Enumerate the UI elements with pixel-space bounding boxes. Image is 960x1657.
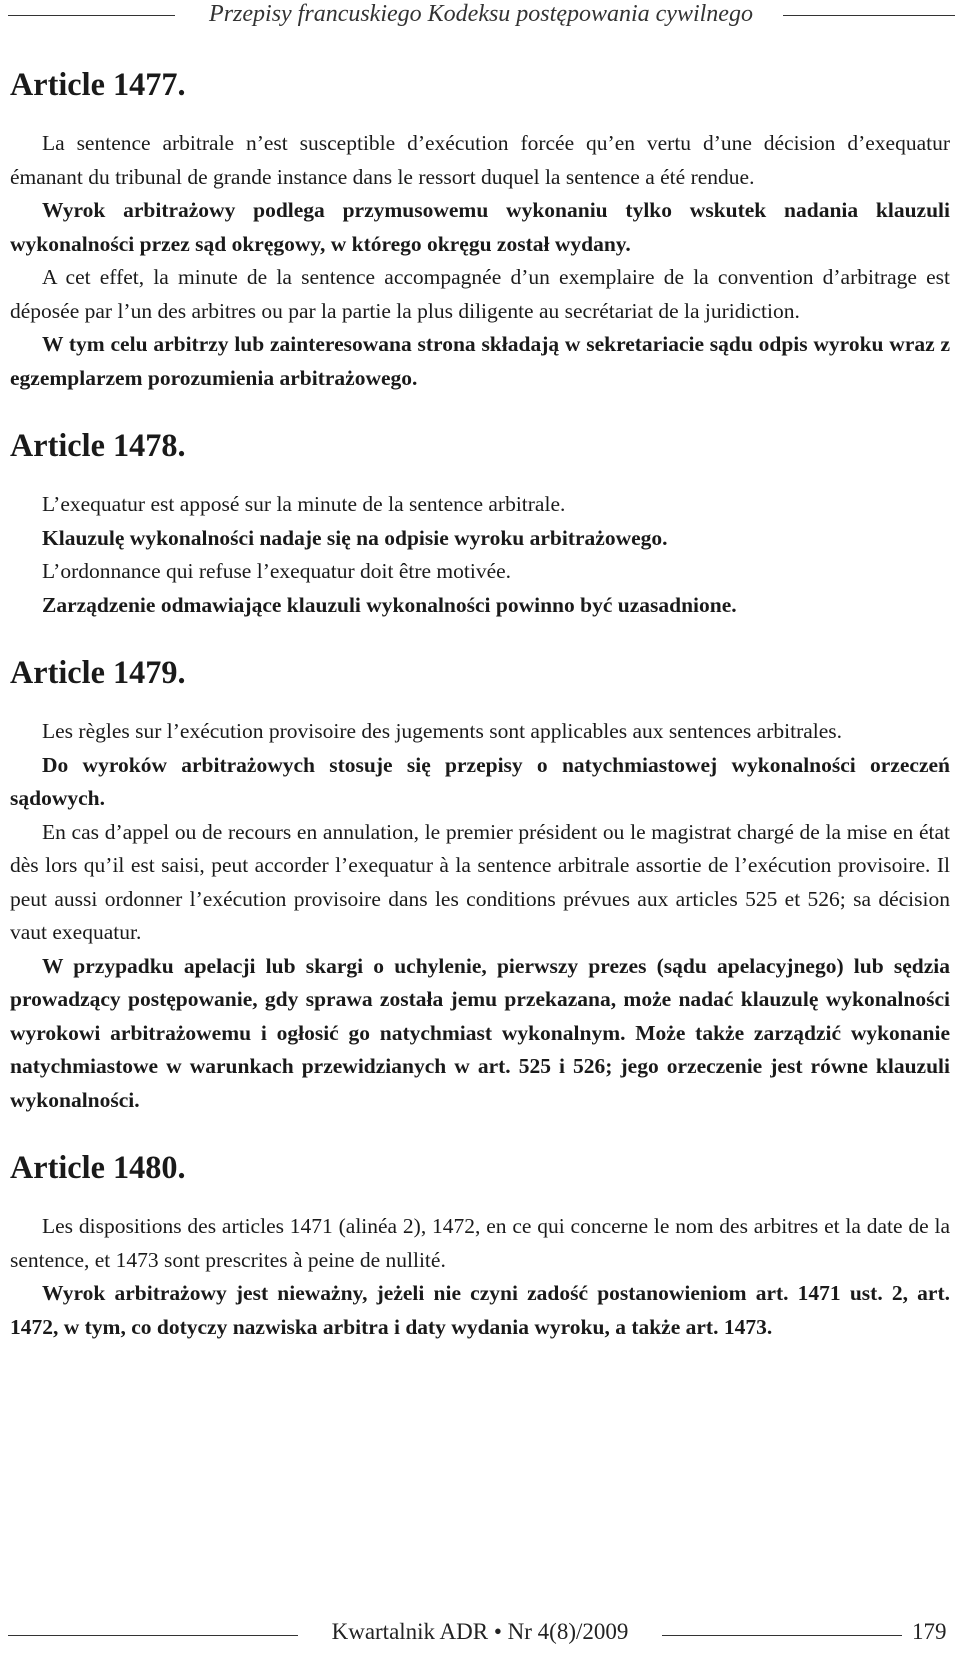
french-original-paragraph: En cas d’appel ou de recours en annulation, le premier président ou le magistrat chargé de la mise en état dès lors qu’il est saisi, peut accorder l’exequatur à la sentence arbitrale assortie de l’exécution provisoire. Il peut aussi ordonner l’exécution provisoire dans les conditions prévues aux articles 525 et 526; sa décision vaut exequatur. bbox=[10, 819, 950, 944]
article-section bbox=[10, 656, 950, 1117]
polish-translation-paragraph: W tym celu arbitrzy lub zainteresowana strona składają w sekretariacie sądu odpis wyroku wraz z egzemplarzem porozumienia arbitrażowego. bbox=[10, 332, 950, 390]
polish-translation-paragraph: Wyrok arbitrażowy podlega przymusowemu wykonaniu tylko wskutek nadania klauzuli wykonalności przez sąd okręgowy, w którego okręgu został wydany. bbox=[10, 198, 950, 256]
page-number: 179 bbox=[912, 1619, 947, 1644]
journal-issue: Kwartalnik ADR • Nr 4(8)/2009 bbox=[331, 1619, 629, 1644]
footer-rule-left bbox=[8, 1635, 298, 1636]
polish-translation-paragraph: Do wyroków arbitrażowych stosuje się przepisy o natychmiastowej wykonalności orzeczeń sądowych. bbox=[10, 752, 950, 810]
article-section bbox=[10, 429, 950, 622]
footer-rule-right bbox=[662, 1635, 902, 1636]
french-original-paragraph: Les dispositions des articles 1471 (alinéa 2), 1472, en ce qui concerne le nom des arbitres et la date de la sentence, et 1473 sont prescrites à peine de nullité. bbox=[10, 1214, 950, 1272]
section-spacer bbox=[10, 622, 950, 656]
article-heading: Article 1478. bbox=[10, 427, 186, 463]
running-title: Przepisy francuskiego Kodeksu postępowania cywilnego bbox=[209, 1, 753, 27]
article-heading: Article 1477. bbox=[10, 66, 186, 102]
running-footer bbox=[0, 1617, 960, 1653]
french-original-paragraph: L’exequatur est apposé sur la minute de la sentence arbitrale. bbox=[42, 492, 566, 516]
polish-translation-paragraph: Klauzulę wykonalności nadaje się na odpisie wyroku arbitrażowego. bbox=[42, 525, 668, 550]
article-heading: Article 1480. bbox=[10, 1149, 186, 1185]
header-rule-right bbox=[783, 15, 955, 16]
article-heading: Article 1479. bbox=[10, 654, 186, 690]
polish-translation-paragraph: Wyrok arbitrażowy jest nieważny, jeżeli nie czyni zadość postanowieniom art. 1471 ust. 2, art. 1472, w tym, co dotyczy nazwiska arbitra i daty wydania wyroku, a także art. 1473. bbox=[10, 1281, 950, 1339]
section-spacer bbox=[10, 1117, 950, 1151]
french-original-paragraph: L’ordonnance qui refuse l’exequatur doit être motivée. bbox=[42, 559, 512, 583]
french-original-paragraph: Les règles sur l’exécution provisoire des jugements sont applicables aux sentences arbitrales. bbox=[42, 719, 843, 743]
polish-translation-paragraph: Zarządzenie odmawiające klauzuli wykonalności powinno być uzasadnione. bbox=[42, 592, 737, 617]
french-original-paragraph: A cet effet, la minute de la sentence accompagnée d’un exemplaire de la convention d’arbitrage est déposée par l’un des arbitres ou par la partie la plus diligente au secrétariat de la juridiction. bbox=[10, 265, 950, 323]
article-section bbox=[10, 68, 950, 395]
french-original-paragraph: La sentence arbitrale n’est susceptible d’exécution forcée qu’en vertu d’une décision d’exequatur émanant du tribunal de grande instance dans le ressort duquel la sentence a été rendue. bbox=[10, 131, 950, 189]
running-header bbox=[0, 0, 960, 34]
header-rule-left bbox=[8, 15, 175, 16]
polish-translation-paragraph: W przypadku apelacji lub skargi o uchylenie, pierwszy prezes (sądu apelacyjnego) lub sędzia prowadzący postępowanie, gdy sprawa została jemu przekazana, może nadać klauzulę wykonalności wyrokowi arbitrażowemu i ogłosić go natychmiast wykonalnym. Może także zarządzić wykonanie natychmiastowe w warunkach przewidzianych w art. 525 i 526; jego orzeczenie jest równe klauzuli wykonalności. bbox=[10, 953, 950, 1112]
section-spacer bbox=[10, 395, 950, 429]
page-body bbox=[10, 68, 950, 1344]
article-section bbox=[10, 1151, 950, 1344]
